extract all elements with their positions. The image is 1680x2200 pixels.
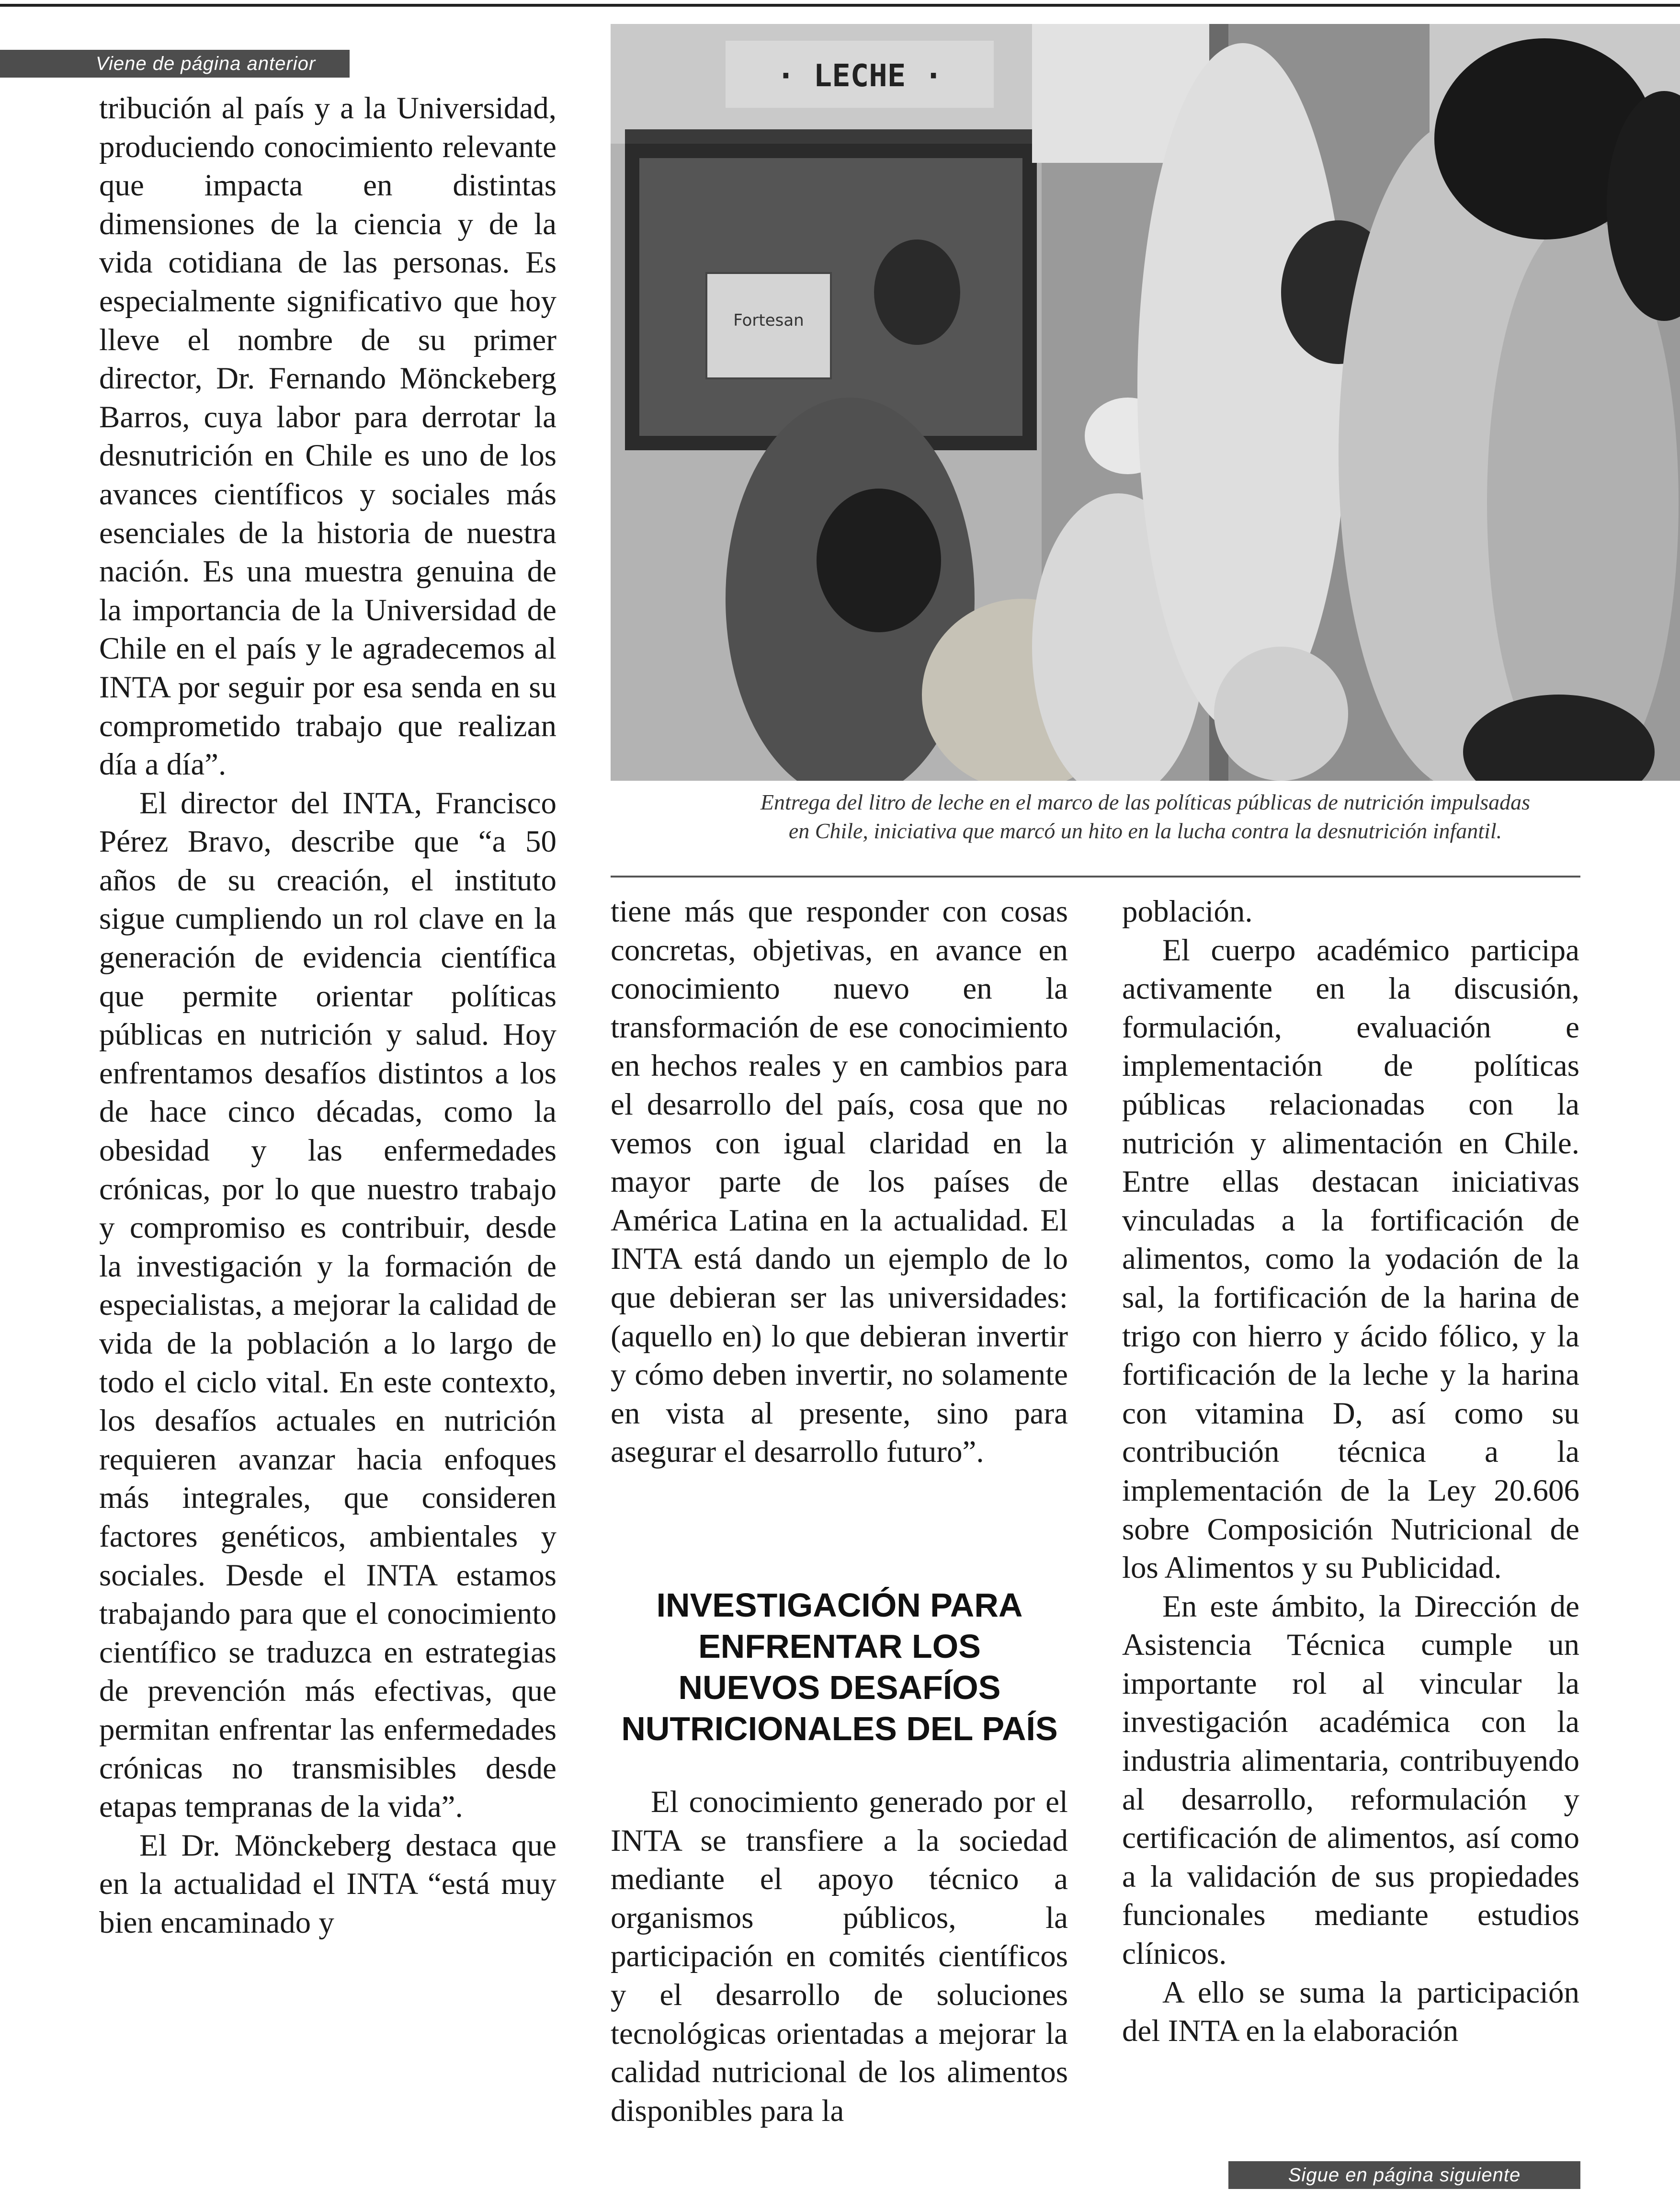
column3-paragraph-1: población. bbox=[1122, 894, 1253, 929]
column3-paragraph-2: El cuerpo académico participa activamente en la discusión, formulación, evaluación e implementación de políticas públicas relacionadas con la nutrición y alimentación en Chile. Entre ellas destacan iniciativas vinculadas a la fortificación de alimentos, como la yodación de la sal, la fortificación de la harina de trigo con hierro y ácido fólico, y la fortificación de la leche y la harina con vitamina D, así como su contribución técnica a la implementación de la Ley 20.606 sobre Composición Nutricional de los Alimentos y su Publicidad. bbox=[1122, 933, 1579, 1585]
section-heading-line-1: INVESTIGACIÓN PARA bbox=[656, 1586, 1023, 1624]
leche-sign: · LECHE · bbox=[776, 58, 943, 94]
photo-caption-line-1: Entrega del litro de leche en el marco de las políticas públicas de nutrición impulsadas bbox=[760, 790, 1531, 814]
top-rule bbox=[0, 4, 1680, 7]
section-heading bbox=[602, 1584, 1077, 1749]
column1-paragraph-2: El director del INTA, Francisco Pérez Bravo, describe que “a 50 años de su creación, el instituto sigue cumpliendo un rol clave en la generación de evidencia científica que permite orientar políticas públicas en nutrición y salud. Hoy enfrentamos desafíos distintos a los de hace cinco décadas, como la obesidad y las enfermedades crónicas, por lo que nuestro trabajo y compromiso es contribuir, desde la investigación y la formación de especialistas, a mejorar la calidad de vida de la población a lo largo de todo el ciclo vital. En este contexto, los desafíos actuales en nutrición requieren avanzar hacia enfoques más integrales, que consideren factores genéticos, ambientales y sociales. Desde el INTA estamos trabajando para que el conocimiento científico se traduzca en estrategias de prevención más efectivas, que permitan enfrentar las enfermedades crónicas no transmisibles desde etapas tempranas de la vida”. bbox=[99, 786, 556, 1824]
fortesan-box-label: Fortesan bbox=[733, 311, 804, 330]
caption-divider bbox=[611, 876, 1580, 878]
section-heading-line-2: ENFRENTAR LOS bbox=[698, 1628, 981, 1665]
milk-distribution-photo bbox=[611, 24, 1680, 781]
article-column-2-continued bbox=[611, 1783, 1068, 2130]
article-column-2 bbox=[611, 892, 1068, 1471]
column2-paragraph-1: tiene más que responder con cosas concretas, objetivas, en avance en conocimiento nuevo en la transformación de ese conocimiento en hechos reales y en cambios para el desarrollo del país, cosa que no vemos con igual claridad en la mayor parte de los países de América Latina en la actualidad. El INTA está dando un ejemplo de lo que debieran ser las universidades: (aquello en) lo que debieran invertir y cómo deben invertir, no solamente en vista al presente, sino para asegurar el desarrollo futuro”. bbox=[611, 894, 1068, 1470]
section-heading-line-4: NUTRICIONALES DEL PAÍS bbox=[621, 1710, 1058, 1747]
section-heading-line-3: NUEVOS DESAFÍOS bbox=[678, 1669, 1001, 1706]
continued-from-previous-tag: Viene de página anterior bbox=[0, 50, 350, 78]
column3-paragraph-4: A ello se suma la participación del INTA en la elaboración bbox=[1122, 1975, 1579, 2049]
article-column-3 bbox=[1122, 892, 1579, 2051]
column1-paragraph-3: El Dr. Mönckeberg destaca que en la actualidad el INTA “está muy bien encaminado y bbox=[99, 1828, 556, 1940]
photo-caption bbox=[611, 788, 1680, 845]
photo-caption-line-2: en Chile, iniciativa que marcó un hito en la lucha contra la desnutrición infantil. bbox=[788, 819, 1502, 843]
article-column-1 bbox=[99, 89, 556, 1942]
continues-next-page-tag: Sigue en página siguiente bbox=[1228, 2161, 1580, 2189]
column3-paragraph-3: En este ámbito, la Dirección de Asistencia Técnica cumple un importante rol al vincular la investigación académica con la industria alimentaria, contribuyendo al desarrollo, reformulación y certificación de alimentos, así como a la validación de sus propiedades funcionales mediante estudios clínicos. bbox=[1122, 1589, 1579, 1972]
column1-paragraph-1: tribución al país y a la Universidad, produciendo conocimiento relevante que impacta en distintas dimensiones de la ciencia y de la vida cotidiana de las personas. Es especialmente significativo que hoy lleve el nombre de su primer director, Dr. Fernando Mönckeberg Barros, cuya labor para derrotar la desnutrición en Chile es uno de los avances científicos y sociales más esenciales de la historia de nuestra nación. Es una muestra genuina de la importancia de la Universidad de Chile en el país y le agradecemos al INTA por seguir por esa senda en su comprometido trabajo que realizan día a día”. bbox=[99, 91, 556, 782]
column2-paragraph-after-heading: El conocimiento generado por el INTA se transfiere a la sociedad mediante el apoyo técnico a organismos públicos, la participación en comités científicos y el desarrollo de soluciones tecnológicas orientadas a mejorar la calidad nutricional de los alimentos disponibles para la bbox=[611, 1785, 1068, 2128]
